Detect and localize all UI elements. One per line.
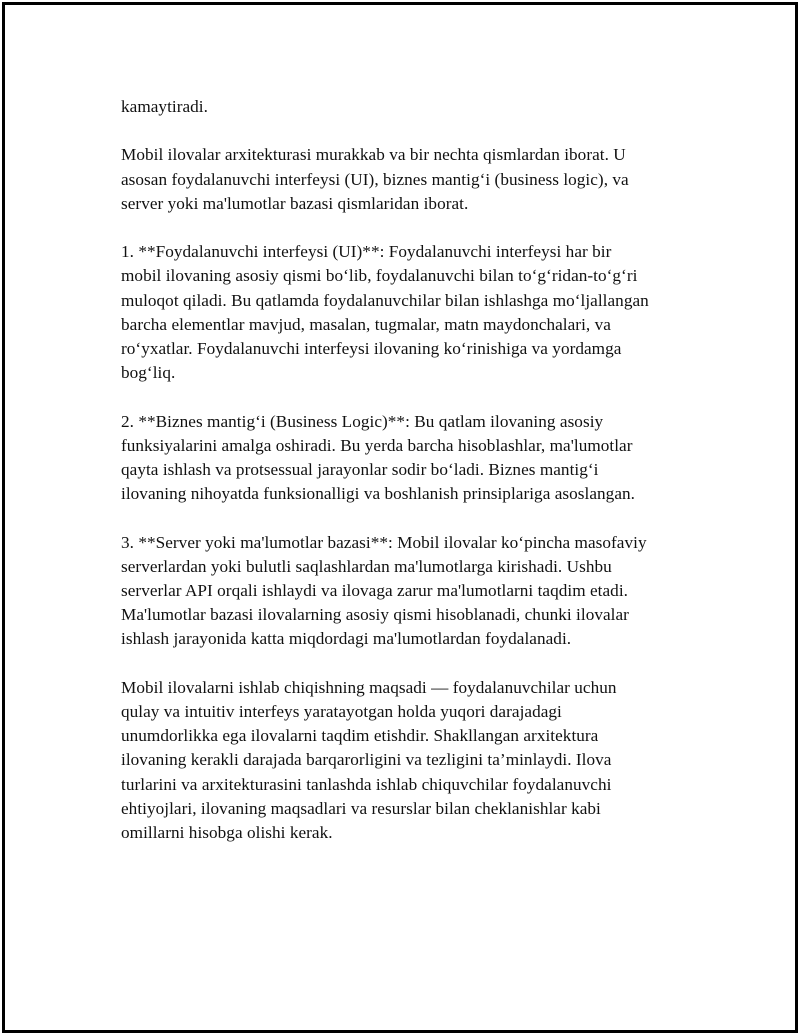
paragraph-business-logic-layer: 2. **Biznes mantig‘i (Business Logic)**: Bu qatlam ilovaning asosiy funksiyalarini amalga oshiradi. Bu yerda barcha hisoblashlar, ma'lumotlar qayta ishlash va protsessual jarayonlar sodir bo‘ladi. Biznes mantig‘i ilovaning nihoyatda funksionalligi va boshlanish prinsiplariga asoslangan.: [121, 411, 635, 504]
paragraph-ui-layer: 1. **Foydalanuvchi interfeysi (UI)**: Foydalanuvchi interfeysi har bir mobil ilovaning asosiy qismi bo‘lib, foydalanuvchi bilan to‘g‘ridan-to‘g‘ri muloqot qiladi. Bu qatlamda foydalanuvchilar bilan ishlashga mo‘ljallangan barcha elementlar mavjud, masalan, tugmalar, matn maydonchalari, va ro‘yxatlar. Foydalanuvchi interfeysi ilovaning ko‘rinishiga va yordamga bog‘liq.: [121, 242, 649, 383]
page-frame: [2, 2, 798, 1033]
paragraph-conclusion: Mobil ilovalarni ishlab chiqishning maqsadi — foydalanuvchilar uchun qulay va intuitiv interfeys yaratayotgan holda yuqori darajadagi unumdorlikka ega ilovalarni taqdim etishdir. Shakllangan arxitektura ilovaning kerakli darajada barqarorligini va tezligini ta’minlaydi. Ilova turlarini va arxitekturasini tanlashda ishlab chiquvchilar foydalanuvchi ehtiyojlari, ilovaning maqsadlari va resurslar bilan cheklanishlar kabi omillarni hisobga olishi kerak.: [121, 677, 617, 843]
paragraph-server-database-layer: 3. **Server yoki ma'lumotlar bazasi**: Mobil ilovalar ko‘pincha masofaviy serverlardan yoki bulutli saqlashlardan ma'lumotlarga kirishadi. Ushbu serverlar API orqali ishlaydi va ilovaga zarur ma'lumotlarni taqdim etadi. Ma'lumotlar bazasi ilovalarning asosiy qismi hisoblanadi, chunki ilovalar ishlash jarayonida katta miqdordagi ma'lumotlardan foydalanadi.: [121, 532, 647, 649]
document-body: [121, 95, 701, 869]
paragraph-intro-fragment: kamaytiradi.: [121, 97, 208, 116]
paragraph-architecture-overview: Mobil ilovalar arxitekturasi murakkab va bir nechta qismlardan iborat. U asosan foydalanuvchi interfeysi (UI), biznes mantig‘i (business logic), va server yoki ma'lumotlar bazasi qismlaridan iborat.: [121, 145, 629, 213]
